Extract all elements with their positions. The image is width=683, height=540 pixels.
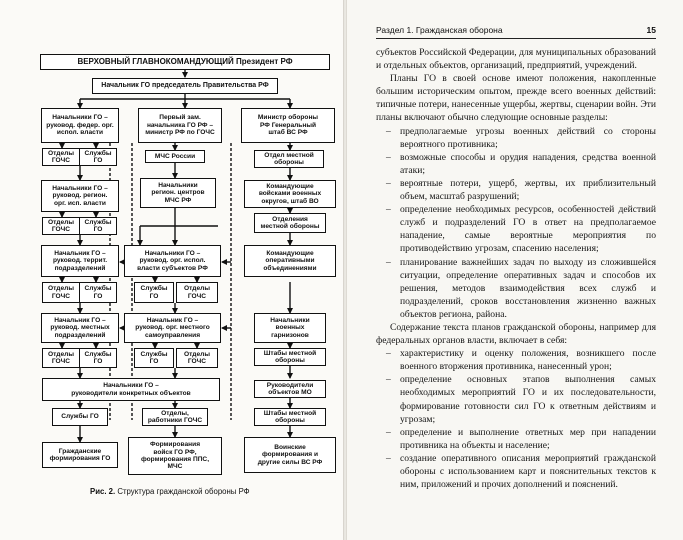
local-unit-heads-box: Начальник ГО – руковод. местных подразделений [41,313,119,343]
military-district-commanders-box: Командующие войсками военных округов, штаб ВО [244,180,336,208]
defense-object-heads-box: Руководители объектов МО [254,380,326,398]
mchs-box: МЧС России [145,150,205,163]
list-item: – определение основных этапов выполнения самых необходимых мероприятий ГО и их последовательности, формирование готовности сил ГО к ответным действиям и угрозам; [376,373,656,425]
civil-units-box: Гражданские формирования ГО [42,442,118,468]
regional-services-box: Службы ГО [79,217,117,235]
first-deputy-box: Первый зам. начальника ГО РФ – министр РФ по ГОЧС [138,108,222,143]
object-gochs-staff-box: Отделы, работники ГОЧС [142,408,208,426]
list-item: – возможные способы и орудия нападения, средства военной атаки; [376,151,656,177]
municipal-gochs-dept-box: Отделы ГОЧС [176,348,218,368]
territorial-services-box: Службы ГО [79,282,117,303]
territorial-heads-box: Начальник ГО – руковод. террит. подразделений [41,245,119,277]
figure-label: Рис. 2. [90,487,116,496]
municipal-services-box: Службы ГО [134,348,174,368]
local-gochs-dept-box: Отделы ГОЧС [42,348,80,368]
list-item: – характеристику и оценку положения, возникшего после военного вторжения противника, нанесенный урон; [376,347,656,373]
supreme-commander-box: ВЕРХОВНЫЙ ГЛАВНОКОМАНДУЮЩИЙ Президент РФ [40,54,330,70]
federal-services-box: Службы ГО [79,148,117,166]
operational-commanders-box: Командующие оперативными объединениями [244,245,336,277]
local-defense-staff-2-box: Штабы местной обороны [254,408,326,426]
garrison-heads-box: Начальники военных гарнизонов [254,313,326,343]
paragraph-continued: субъектов Российской Федерации, для муниципальных образований и отдельных объектов, организаций, предприятий, учреждений. [376,47,656,72]
subject-services-box: Службы ГО [134,282,174,303]
plan-sections-list [376,125,656,321]
local-defense-staff-box: Штабы местной обороны [254,348,326,366]
object-services-box: Службы ГО [52,408,108,426]
paragraph-content: Содержание текста планов гражданской обороны, например для федеральных органов власти, включает в себя: [376,321,656,347]
military-units-box: Воинские формирования и другие силы ВС РФ [244,437,336,473]
list-item: – вероятные потери, ущерб, жертвы, их приблизительный объем, масштаб разрушений; [376,177,656,203]
list-item: – планирование важнейших задач по выходу из сложившейся ситуации, определение оперативных задач и способов их решения, методов взаимодействия всех служб и подразделений, сроков восстановления жизненно важных объектов региона, района. [376,256,656,321]
section-title: Раздел 1. Гражданская оборона [376,25,503,35]
page-number: 15 [646,25,656,35]
civil-defense-troops-box: Формирования войск ГО РФ, формирования ППС, МЧС [128,437,222,475]
defense-minister-box: Министр обороны РФ Генеральный штаб ВС РФ [241,108,335,143]
territorial-gochs-dept-box: Отделы ГОЧС [42,282,80,303]
list-item: – создание оперативного описания мероприятий гражданской обороны с использованием карт и пояснительных текстов к ним, приложений и прочих дополнений и пояснений. [376,452,656,491]
local-services-box: Службы ГО [79,348,117,368]
municipal-heads-box: Начальник ГО – руковод. орг. местного самоуправления [124,313,221,343]
object-heads-box: Начальники ГО – руководители конкретных объектов [42,378,220,401]
figure-title: Структура гражданской обороны РФ [117,487,250,496]
header-rule [376,38,656,39]
regional-centers-box: Начальники регион. центров МЧС РФ [140,178,216,208]
subject-gochs-dept-box: Отделы ГОЧС [176,282,218,303]
local-defense-divisions-box: Отделения местной обороны [254,213,326,233]
subject-heads-box: Начальники ГО – руковод. орг. испол. власти субъектов РФ [124,245,221,277]
federal-heads-box: Начальники ГО – руковод. федер. орг. испол. власти [41,108,119,143]
paragraph-plans: Планы ГО в своей основе имеют положения, накопленные большим историческим опытом, прежде всего военных действий: типичные потери, нанесенные ущербы, жертвы, сценарии войн. Эти планы включают обычно следующие основные разделы: [376,73,656,124]
plan-content-list [376,347,656,491]
running-head [376,25,656,35]
local-defense-dept-box: Отдел местной обороны [254,150,324,168]
body-text [376,46,656,491]
government-chair-box: Начальник ГО председатель Правительства РФ [92,78,278,94]
federal-gochs-dept-box: Отделы ГОЧС [42,148,80,166]
regional-gochs-dept-box: Отделы ГОЧС [42,217,80,235]
figure-caption [90,487,250,496]
list-item: – определение необходимых ресурсов, особенностей действий служб и подразделений ГО в ответ на предполагаемое нападение, самые вероятные мероприятия по противодействию угрозам, спасению населения; [376,203,656,255]
list-item: – предполагаемые угрозы военных действий со стороны вероятного противника; [376,125,656,151]
list-item: – определение и выполнение ответных мер при нападении противника на объекты и население; [376,426,656,452]
regional-heads-box: Начальники ГО – руковод. регион. орг. исп. власти [41,180,119,212]
